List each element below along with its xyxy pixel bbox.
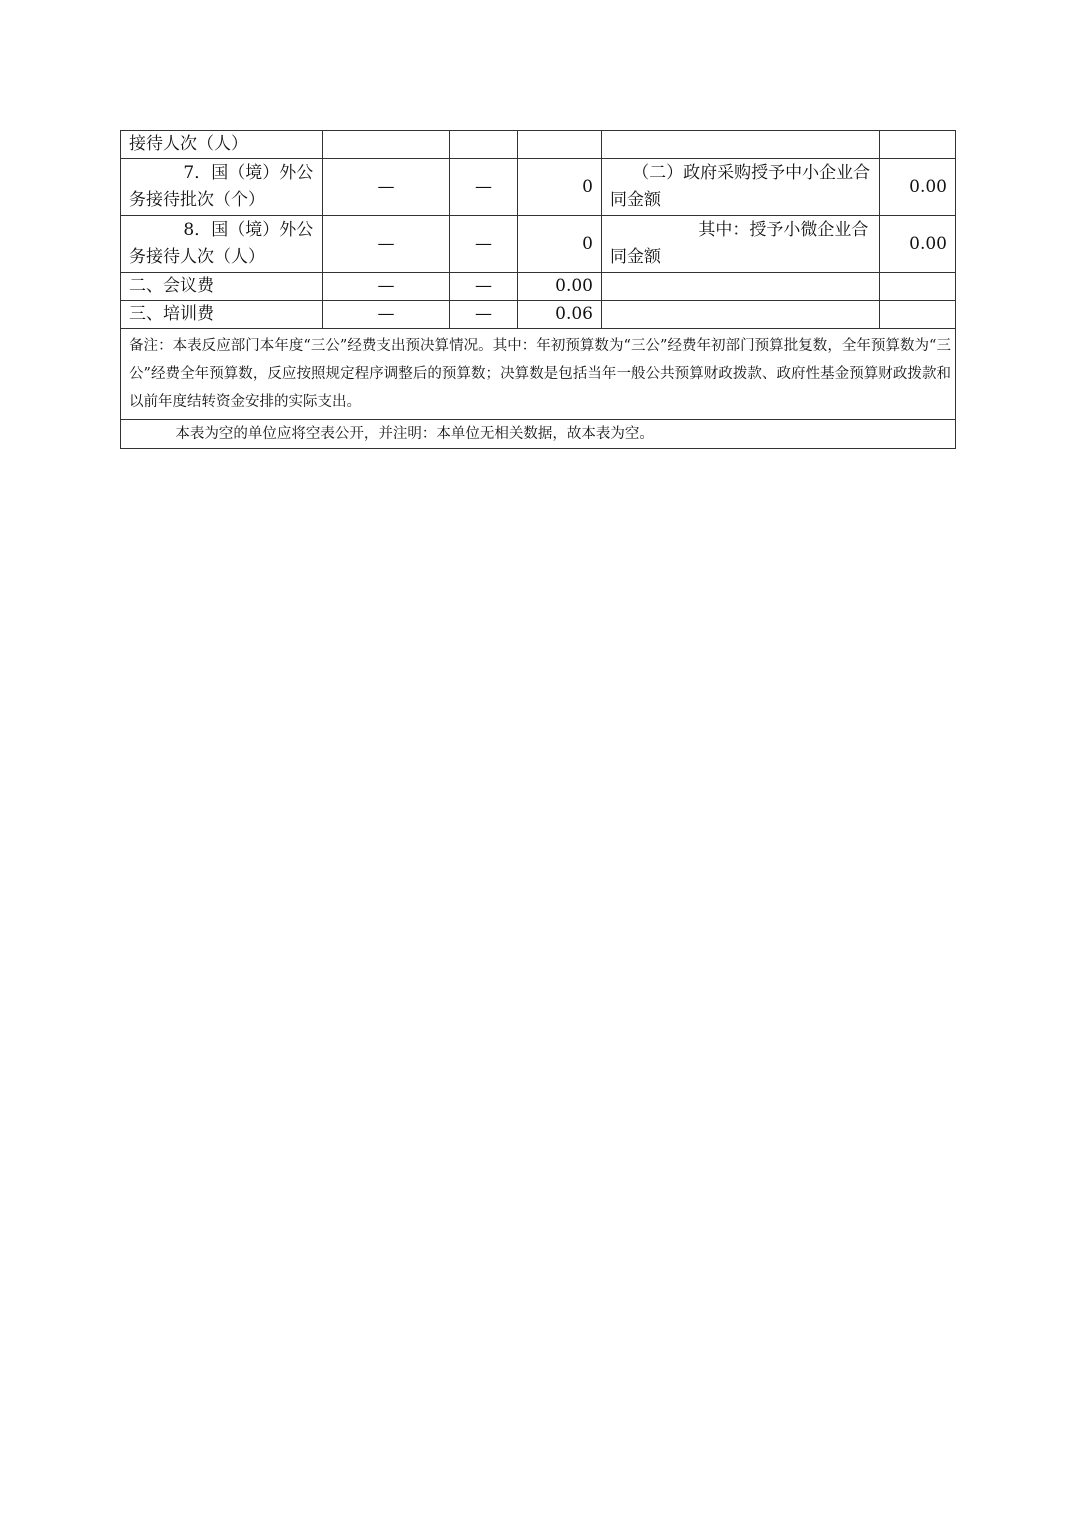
- table-row: [121, 301, 956, 329]
- procurement-label: [602, 273, 880, 301]
- row-label: 接待人次（人）: [121, 131, 323, 159]
- table-row: [121, 273, 956, 301]
- procurement-value: [880, 273, 956, 301]
- budget-full-year-cell: [450, 131, 518, 159]
- budget-full-year-cell: —: [450, 159, 518, 216]
- row-label: 8．国（境）外公务接待人次（人）: [121, 216, 323, 273]
- procurement-value: 0.00: [880, 159, 956, 216]
- budget-full-year-cell: —: [450, 273, 518, 301]
- table-note: 备注：本表反应部门本年度“三公”经费支出预决算情况。其中：年初预算数为“三公”经费年初部门预算批复数，全年预算数为“三公”经费全年预算数，反应按照规定程序调整后的预算数；决算数是包括当年一般公共预算财政拨款、政府性基金预算财政拨款和以前年度结转资金安排的实际支出。: [121, 329, 956, 420]
- row-label: 二、会议费: [121, 273, 323, 301]
- table-row: [121, 131, 956, 159]
- procurement-label: [602, 131, 880, 159]
- procurement-value: [880, 131, 956, 159]
- budget-initial-cell: —: [323, 301, 450, 329]
- budget-full-year-cell: —: [450, 216, 518, 273]
- final-account-cell: 0: [518, 216, 602, 273]
- budget-initial-cell: —: [323, 273, 450, 301]
- budget-initial-cell: [323, 131, 450, 159]
- table-row: [121, 216, 956, 273]
- row-label: 三、培训费: [121, 301, 323, 329]
- three-public-expenses-table: [120, 130, 956, 449]
- budget-initial-cell: —: [323, 216, 450, 273]
- budget-full-year-cell: —: [450, 301, 518, 329]
- empty-notice-row: [121, 420, 956, 449]
- procurement-label: 其中：授予小微企业合同金额: [602, 216, 880, 273]
- procurement-value: 0.00: [880, 216, 956, 273]
- budget-initial-cell: —: [323, 159, 450, 216]
- table-row: [121, 159, 956, 216]
- final-account-cell: [518, 131, 602, 159]
- empty-table-notice: 本表为空的单位应将空表公开，并注明：本单位无相关数据，故本表为空。: [121, 420, 956, 449]
- table-note-row: [121, 329, 956, 420]
- row-label: 7．国（境）外公务接待批次（个）: [121, 159, 323, 216]
- final-account-cell: 0: [518, 159, 602, 216]
- final-account-cell: 0.00: [518, 273, 602, 301]
- procurement-label: （二）政府采购授予中小企业合同金额: [602, 159, 880, 216]
- procurement-label: [602, 301, 880, 329]
- procurement-value: [880, 301, 956, 329]
- final-account-cell: 0.06: [518, 301, 602, 329]
